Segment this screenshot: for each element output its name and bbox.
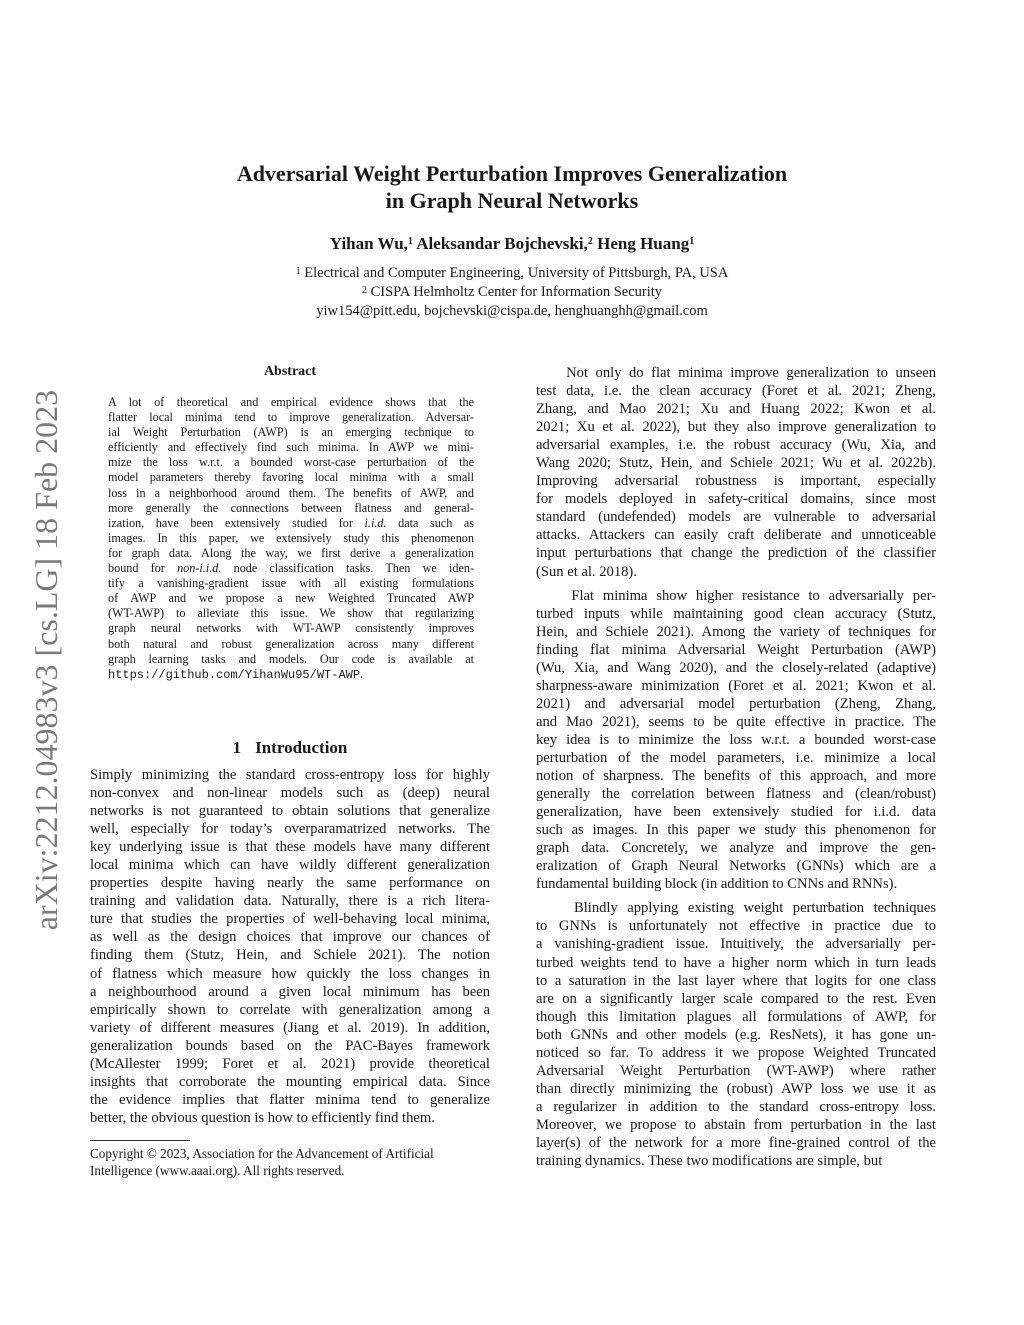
abstract-line: tify a vanishing-gradient issue with all existing formulations [108, 576, 474, 591]
section-heading-introduction [90, 738, 490, 758]
abstract-line: of AWP and we propose a new Weighted Truncated AWP [108, 591, 474, 606]
paragraph-line: key underlying issue is that these models have many different [90, 839, 490, 856]
paragraph-line: as well as the design choices that improve our chances of [90, 929, 490, 946]
paragraph-line: key idea is to minimize the loss w.r.t. a bounded worst-case [536, 731, 936, 748]
paragraph-line: a regularizer in addition to the standard cross-entropy loss. [536, 1098, 936, 1115]
abstract-line: images. In this paper, we extensively study this phenomenon [108, 530, 474, 545]
paragraph-line: a vanishing-gradient issue. Intuitively, the adversarially per- [536, 936, 936, 953]
paragraph-line: fundamental building block (in addition to CNNs and RNNs). [536, 876, 898, 893]
paragraph-line: graph data. Concretely, we analyze and improve the gen- [536, 840, 936, 857]
paragraph-line: Blindly applying existing weight perturbation techniques [536, 900, 936, 917]
paragraph-line: of flatness which measure how quickly the loss changes in [90, 965, 490, 982]
section-title: Introduction [255, 738, 348, 757]
paragraph-line: variety of different measures (Jiang et al. 2019). In addition, [90, 1019, 490, 1036]
abstract-line: flatter local minima tend to improve generalization. Adversar- [108, 410, 474, 425]
abstract-line: loss in a neighborhood around them. The benefits of AWP, and [108, 485, 474, 500]
author-affil-mark: 1 [689, 236, 695, 247]
author-name: Yihan Wu, [329, 234, 408, 253]
abstract-body [108, 395, 474, 683]
introduction-left-column [90, 766, 490, 1127]
paragraph-line: notion of sharpness. The benefits of this approach, and more [536, 768, 936, 785]
author-affil-mark: 2 [587, 236, 593, 247]
paragraph-line: Wang 2020; Stutz, Hein, and Schiele 2021; Wu et al. 2022b). [536, 455, 936, 472]
paragraph-line: Hein, and Schiele 2021). Among the variety of techniques for [536, 623, 936, 640]
paragraph-line: Not only do flat minima improve generalization to unseen [536, 365, 936, 381]
paragraph-line: sharpness-aware minimization (Foret et al. 2021; Kwon et al. [536, 677, 936, 694]
paragraph-line: finding flat minima Adversarial Weight Perturbation (AWP) [536, 641, 936, 658]
paragraph-line: 2021) and adversarial model perturbation (Zheng, Zhang, [536, 695, 936, 712]
affiliations [150, 264, 874, 321]
author-affil-mark: 1 [407, 236, 413, 247]
title-line-2: in Graph Neural Networks [385, 188, 639, 213]
copyright-footnote [90, 1145, 490, 1179]
paper-title [150, 160, 874, 214]
abstract-line: graph neural networks with WT-AWP consistently improves [108, 621, 474, 636]
paragraph-line: the evidence implies that flatter minima tend to generalize [90, 1091, 490, 1108]
paragraph-line: Flat minima show higher resistance to adversarially per- [536, 587, 936, 604]
paragraph-line: training dynamics. These two modifications are simple, but [536, 1153, 883, 1170]
paragraph-line: Moreover, we propose to abstain from perturbation in the last [536, 1116, 936, 1133]
author-name: Heng Huang [597, 234, 690, 253]
paragraph-line: eralization of Graph Neural Networks (GNNs) which are a [536, 858, 936, 875]
paragraph-line: 2021; Xu et al. 2022), but they also improve generalization to [536, 419, 936, 436]
paragraph-line: training and validation data. Naturally, there is a rich litera- [90, 893, 490, 910]
paragraph-line: noticed so far. To address it we propose Weighted Truncated [536, 1044, 936, 1061]
abstract-line: for graph data. Along the way, we first derive a generalization [108, 545, 474, 560]
abstract-line: https://github.com/YihanWu95/WT-AWP. [108, 666, 364, 682]
paragraph-line: input perturbations that change the prediction of the classifier [536, 545, 936, 562]
paragraph-line: generally the correlation between flatness and (clean/robust) [536, 786, 936, 803]
paragraph-line: layer(s) of the network for a more fine-grained control of the [536, 1134, 936, 1151]
paragraph-line: generalization bounds based on the PAC-Bayes framework [90, 1037, 490, 1054]
paragraph-line: for models deployed in safety-critical domains, since most [536, 491, 936, 508]
paragraph-line: than directly minimizing the (robust) AWP loss we use it as [536, 1080, 936, 1097]
paragraph-line: Improving adversarial robustness is important, especially [536, 473, 936, 490]
author-emails: yiw154@pitt.edu, bojchevski@cispa.de, henghuanghh@gmail.com [316, 303, 708, 319]
paragraph-line: finding them (Stutz, Hein, and Schiele 2021). The notion [90, 947, 490, 964]
paragraph-line: and Mao 2021), seems to be quite effective in practice. The [536, 713, 936, 730]
arxiv-identifier-stamp: arXiv:2212.04983v3 [cs.LG] 18 Feb 2023 [28, 389, 64, 931]
paragraph-line: test data, i.e. the clean accuracy (Foret et al. 2021; Zheng, [536, 383, 936, 400]
paragraph-line: perturbation of the model parameters, i.e. minimize a local [536, 749, 936, 766]
abstract-line: both natural and robust generalization across many different [108, 636, 474, 651]
paragraph-line: properties despite having nearly the same performance on [90, 875, 490, 892]
paragraph-line: turbed weights tend to have a higher norm which in turn leads [536, 954, 936, 971]
paragraph-line: adversarial examples, i.e. the robust accuracy (Wu, Xia, and [536, 437, 936, 454]
affiliation-line: $^1$ Electrical and Computer Engineering, University of Pittsburgh, PA, USA [295, 265, 729, 281]
paragraph-line: (Wu, Xia, and Wang 2020), and the closely-related (adaptive) [536, 659, 936, 676]
footnote-rule [90, 1140, 190, 1141]
paragraph-line: though this limitation plagues all formulations of AWP, for [536, 1008, 936, 1025]
author-list [150, 233, 874, 255]
abstract-line: mize the loss w.r.t. a bounded worst-case perturbation of the [108, 455, 474, 470]
paragraph-line: Adversarial Weight Perturbation (WT-AWP) where rather [536, 1062, 936, 1079]
paragraph-line: (Sun et al. 2018). [536, 563, 637, 580]
abstract-line: ial Weight Perturbation (AWP) is an emerging technique to [108, 425, 474, 440]
abstract-line: graph learning tasks and models. Our code is available at [108, 651, 474, 666]
paragraph-line: Simply minimizing the standard cross-entropy loss for highly [90, 767, 490, 783]
abstract-line: model parameters thereby favoring local minima with a small [108, 470, 474, 485]
abstract-heading: Abstract [263, 364, 317, 379]
abstract-line: (WT-AWP) to alleviate this issue. We show that regularizing [108, 606, 474, 621]
paragraph-line: to GNNs is unfortunately not effective in practice due to [536, 918, 936, 935]
paragraph-line: local minima which can have wildly different generalization [90, 857, 490, 874]
paragraph-line: turbed inputs while maintaining good clean accuracy (Stutz, [536, 605, 936, 622]
affiliation-line: $^2$ CISPA Helmholtz Center for Information Security [361, 284, 663, 300]
footnote-line: Copyright © 2023, Association for the Advancement of Artificial [90, 1146, 434, 1161]
code-repository-link[interactable]: https://github.com/YihanWu95/WT-AWP [108, 667, 361, 682]
paragraph-line: (McAllester 1999; Foret et al. 2021) provide theoretical [90, 1055, 490, 1072]
paragraph-line: insights that corroborate the mounting empirical data. Since [90, 1073, 490, 1090]
paragraph-line: attacks. Attackers can easily craft deliberate and unnoticeable [536, 527, 936, 544]
paragraph-line: such as images. In this paper we study this phenomenon for [536, 822, 936, 839]
paragraph-line: ture that studies the properties of well-behaving local minima, [90, 911, 490, 928]
paragraph-line: generalization, have been extensively studied for i.i.d. data [536, 804, 936, 821]
abstract-line: efficiently and effectively find such minima. In AWP we mini- [108, 440, 474, 455]
introduction-right-column [536, 364, 936, 1170]
abstract-line: bound for non-i.i.d. node classification tasks. Then we iden- [108, 561, 475, 576]
author-name: Aleksandar Bojchevski, [416, 234, 588, 253]
paragraph-line: Zhang, and Mao 2021; Xu and Huang 2022; Kwon et al. [536, 401, 936, 418]
abstract-line: ization, have been extensively studied for i.i.d. data such as [108, 515, 475, 530]
paragraph-line: networks is not guaranteed to obtain solutions that generalize [90, 803, 490, 820]
paragraph-line: non-convex and non-linear models such as (deep) neural [90, 785, 490, 802]
section-number: 1 [232, 738, 242, 757]
abstract-line: A lot of theoretical and empirical evidence shows that the [108, 395, 474, 409]
paragraph-line: a neighbourhood around a given local minimum has been [90, 983, 490, 1000]
paragraph-line: better, the obvious question is how to efficiently find them. [90, 1109, 435, 1126]
paragraph-line: both GNNs and other models (e.g. ResNets), it has gone un- [536, 1026, 936, 1043]
paragraph-line: to a saturation in the last layer where that logits for one class [536, 972, 936, 989]
abstract-line: more generally the connections between flatness and general- [108, 500, 474, 515]
paragraph-line: standard (undefended) models are vulnerable to adversarial [536, 509, 936, 526]
paragraph-line: well, especially for today’s overparamatrized networks. The [90, 821, 490, 838]
paragraph-line: are on a significantly larger scale compared to the rest. Even [536, 990, 936, 1007]
paragraph-line: empirically shown to correlate with generalization among a [90, 1001, 490, 1018]
footnote-line: Intelligence (www.aaai.org). All rights reserved. [90, 1163, 345, 1178]
title-line-1: Adversarial Weight Perturbation Improves Generalization [236, 161, 788, 186]
